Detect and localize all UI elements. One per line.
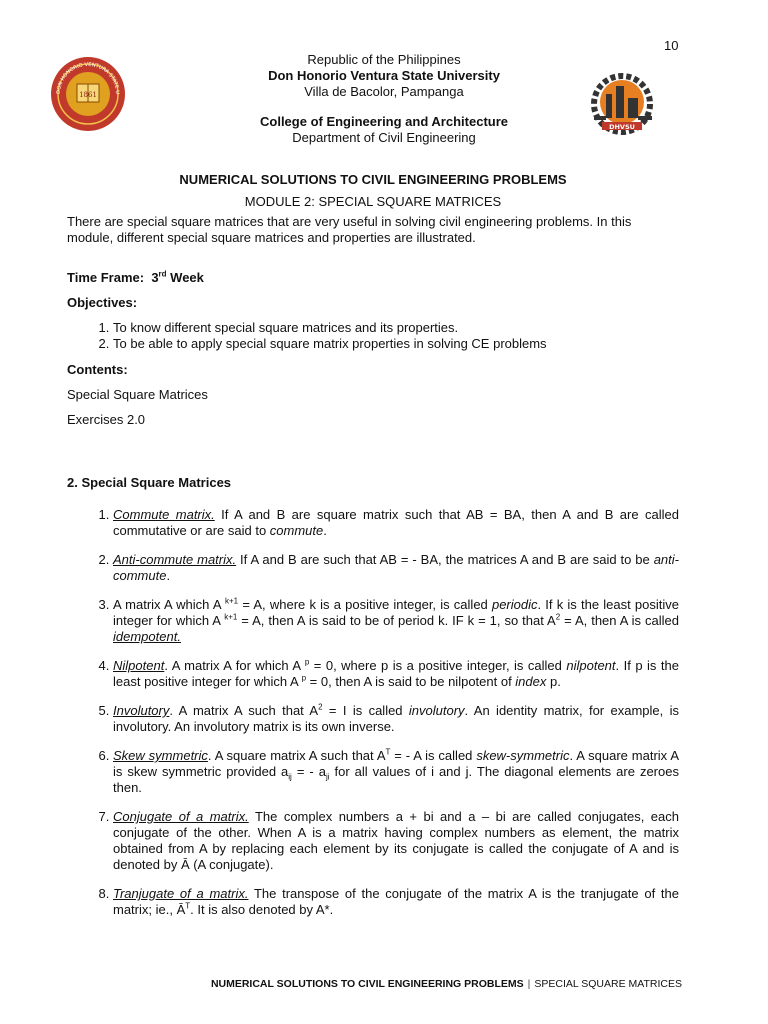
section-heading: 2. Special Square Matrices — [67, 475, 232, 490]
address-line: Villa de Bacolor, Pampanga — [304, 84, 464, 99]
footer-title: NUMERICAL SOLUTIONS TO CIVIL ENGINEERING PROBLEMS — [210, 978, 524, 990]
document-body — [67, 172, 679, 931]
time-frame: Time Frame: 3rd Week — [67, 269, 204, 285]
objectives-label: Objectives: — [67, 295, 138, 310]
special-matrices-list — [67, 507, 679, 918]
list-item-periodic: 3. A matrix A which A $^{k+1}$ = A, where k is a positive integer, is called periodic. If k is the least positive integer for which A $^{k+1}$ = A, then A is said to be of period k. IF k = 1, so that $A^2 = A$, then A is called idempotent. — [113, 597, 679, 645]
letterhead — [0, 52, 768, 146]
document-title: NUMERICAL SOLUTIONS TO CIVIL ENGINEERING PROBLEMS — [179, 172, 567, 187]
republic-line: Republic of the Philippines — [307, 52, 461, 67]
list-item-skew-symmetric: 6. Skew symmetric. A square matrix A such that $A^T$ = - A is called skew-symmetric. A square matrix A is skew symmetric provided $a_{ij}$ = - $a_{ji}$ for all values of i and j. The diagonal elements are zeroes then. — [113, 748, 679, 796]
list-item-nilpotent: 4. Nilpotent. A matrix A for which A $^p$ = 0, where p is a positive integer, is called nilpotent. If p is the least positive integer for which A $^p$ = 0, then A is said to be nilpotent of index p. — [113, 658, 679, 690]
contents-label: Contents: — [67, 362, 128, 377]
college-name: College of Engineering and Architecture — [260, 114, 508, 129]
footer-separator: | — [527, 978, 531, 990]
department-name: Department of Civil Engineering — [292, 130, 476, 145]
university-name: Don Honorio Ventura State University — [268, 68, 500, 83]
list-item-commute: 1. Commute matrix. If A and B are square matrix such that AB = BA, then A and B are called commutative or are said to commute. — [113, 507, 679, 539]
objective-item: 1. To know different special square matrices and its properties. — [113, 320, 679, 336]
seal-ring-text: DON HONORIO VENTURA STATE U — [55, 61, 121, 95]
page-footer — [211, 978, 682, 990]
list-item-conjugate: 7. Conjugate of a matrix. The complex numbers a + bi and a – bi are called conjugates, each conjugate of the other. When A is a matrix having complex numbers as element, the matrix obtained from A by replacing each element by its conjugate is called the conjugate of A and is denoted by Ā (A conjugate). — [113, 809, 679, 873]
contents-item: Exercises 2.0 — [67, 412, 146, 427]
page-number: 10 — [664, 38, 679, 53]
seal-year: 1861 — [79, 91, 97, 99]
list-item-tranjugate: 8. Tranjugate of a matrix. The transpose of the conjugate of the matrix A is the tranjugate of the matrix; ie., $Ā^T$. It is also denoted by A*. — [113, 886, 679, 918]
college-seal-text: DHVSU — [609, 123, 635, 131]
list-item-anti-commute: 2. Anti-commute matrix. If A and B are such that AB = - BA, the matrices A and B are said to be anti-commute. — [113, 552, 679, 584]
footer-subtitle: SPECIAL SQUARE MATRICES — [534, 978, 682, 990]
list-item-involutory: 5. Involutory. A matrix A such that $A^2 = I$ is called involutory. An identity matrix, for example, is involutory. An involutory matrix is its own inverse. — [113, 703, 679, 735]
intro-paragraph: There are special square matrices that are very useful in solving civil engineering problems. In this module, different special square matrices and properties are illustrated. — [67, 214, 632, 245]
module-title: MODULE 2: SPECIAL SQUARE MATRICES — [244, 194, 502, 209]
objective-item: 2. To be able to apply special square matrix properties in solving CE problems — [113, 336, 679, 352]
objectives-list — [67, 320, 679, 352]
contents-item: Special Square Matrices — [67, 387, 208, 402]
